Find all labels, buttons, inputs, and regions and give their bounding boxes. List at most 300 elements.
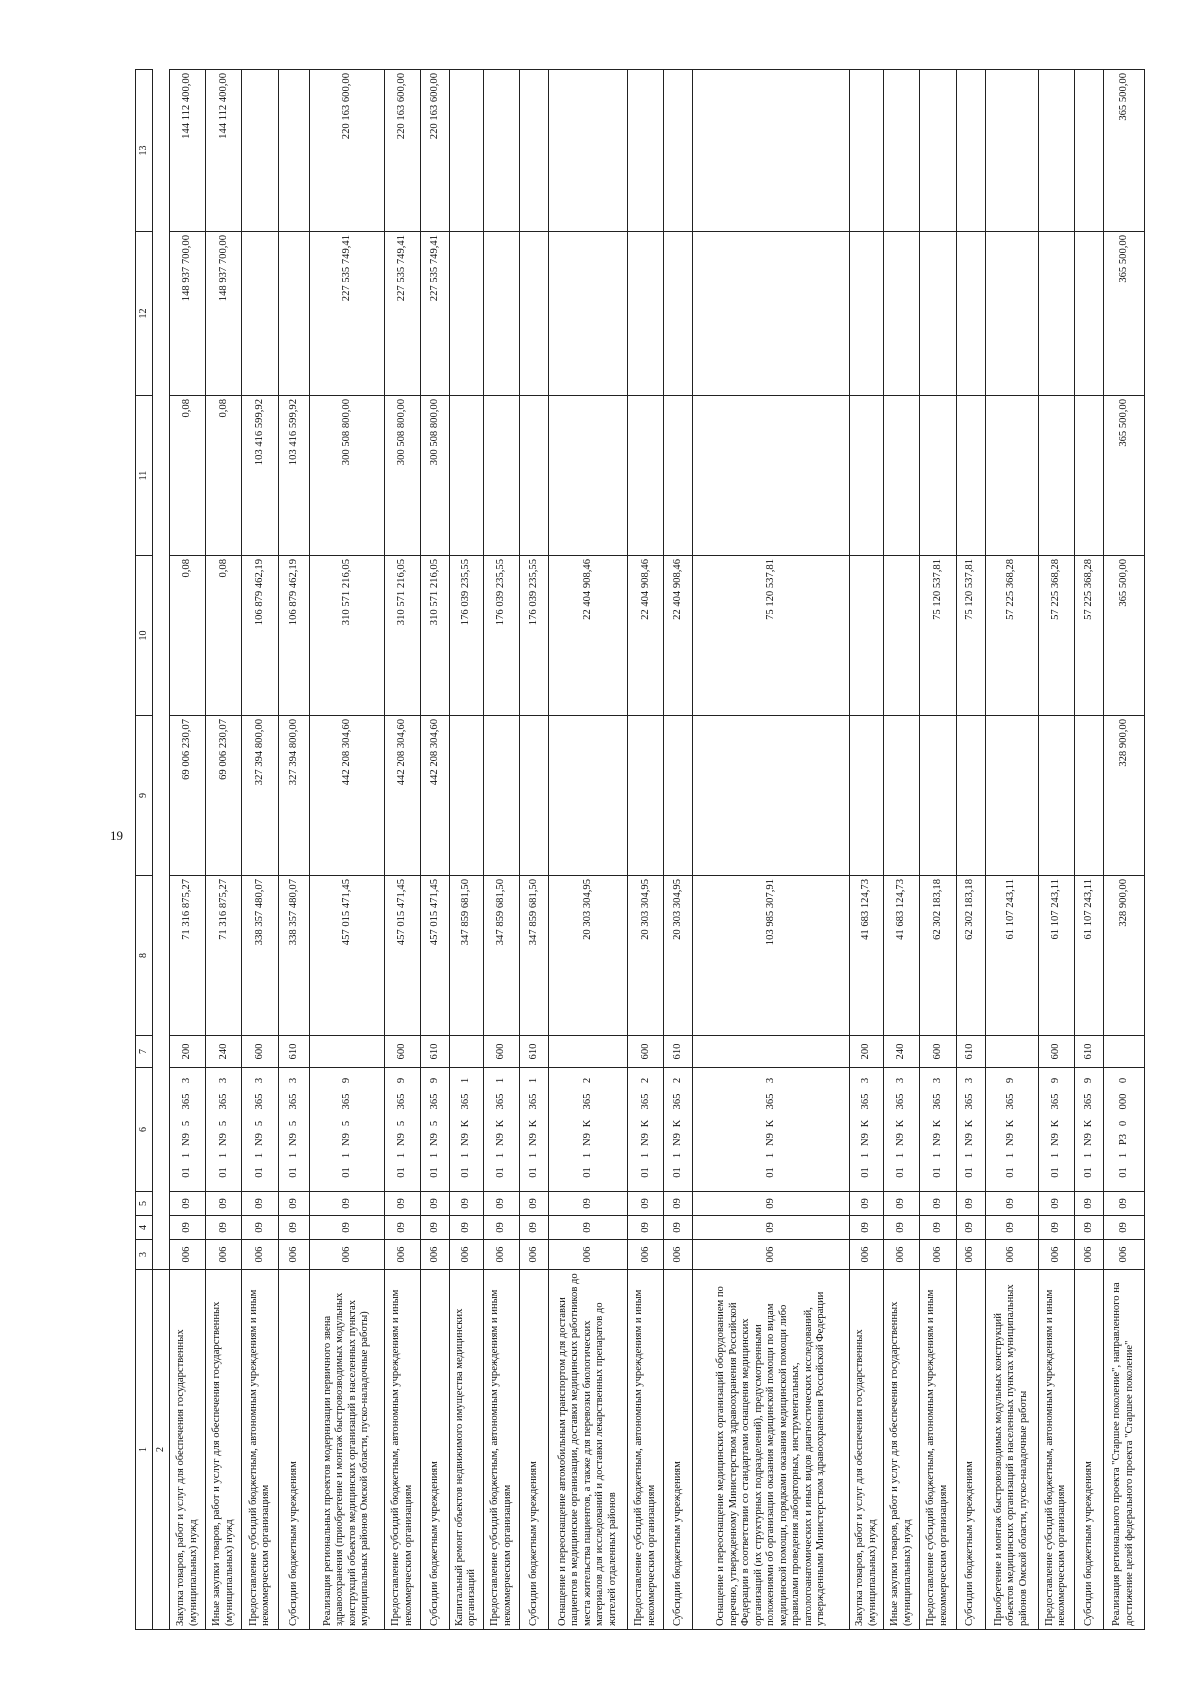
row-amount-10: 75 120 537,81 — [956, 556, 985, 716]
row-expense-type: 610 — [278, 1036, 309, 1068]
row-amount-12 — [920, 232, 956, 396]
target-article-part: 365 — [672, 1093, 684, 1110]
row-expense-type: 610 — [421, 1036, 450, 1068]
row-amount-10: 176 039 235,55 — [450, 556, 484, 716]
row-description: Субсидии бюджетным учреждениям — [1074, 1270, 1103, 1630]
budget-table — [135, 69, 1145, 1630]
row-amount-9 — [693, 716, 850, 876]
table-row — [1074, 70, 1103, 1630]
target-article-part: N9 — [639, 1133, 651, 1146]
row-amount-8: 347 859 681,50 — [520, 876, 549, 1036]
target-article-part: 9 — [340, 1077, 352, 1084]
row-admin-code: 006 — [421, 1240, 450, 1270]
row-section-code: 09 — [956, 1216, 985, 1240]
col-header-6: 6 — [136, 1068, 153, 1192]
col-header-4: 4 — [136, 1216, 153, 1240]
row-amount-12 — [956, 232, 985, 396]
target-article-part: 1 — [428, 1152, 440, 1159]
row-target-article — [278, 1068, 309, 1192]
target-article-part: 365 — [1082, 1093, 1094, 1110]
row-admin-code: 006 — [884, 1240, 920, 1270]
row-amount-8: 20 303 304,95 — [664, 876, 693, 1036]
row-subsection-code: 09 — [956, 1192, 985, 1216]
target-article-part: 5 — [428, 1120, 440, 1127]
table-row — [549, 70, 628, 1630]
row-section-code: 09 — [850, 1216, 884, 1240]
row-section-code: 09 — [985, 1216, 1038, 1240]
row-amount-9 — [1038, 716, 1074, 876]
row-amount-13 — [1038, 70, 1074, 232]
target-article-part: 365 — [895, 1093, 907, 1110]
target-article-part: 1 — [931, 1152, 943, 1159]
table-body — [170, 70, 1145, 1630]
row-amount-11 — [1038, 396, 1074, 556]
row-amount-9: 69 006 230,07 — [170, 716, 206, 876]
row-amount-10: 310 571 216,05 — [421, 556, 450, 716]
row-target-article — [206, 1068, 242, 1192]
row-description: Предоставление субсидий бюджетным, автономным учреждениям и иным некоммерческим организациям — [242, 1270, 278, 1630]
col-header-2: 2 — [153, 1270, 170, 1630]
target-article-part: N9 — [1005, 1133, 1017, 1146]
row-subsection-code: 09 — [884, 1192, 920, 1216]
row-admin-code: 006 — [278, 1240, 309, 1270]
row-expense-type — [310, 1036, 385, 1068]
row-amount-10: 176 039 235,55 — [483, 556, 519, 716]
row-amount-8: 61 107 243,11 — [1038, 876, 1074, 1036]
row-expense-type — [693, 1036, 850, 1068]
row-amount-11 — [920, 396, 956, 556]
row-amount-9 — [884, 716, 920, 876]
row-amount-9: 328 900,00 — [1103, 716, 1144, 876]
row-target-article — [483, 1068, 519, 1192]
row-admin-code: 006 — [206, 1240, 242, 1270]
row-expense-type — [450, 1036, 484, 1068]
target-article-part: K — [581, 1119, 593, 1128]
target-article-part: 2 — [639, 1077, 651, 1084]
page-number: 19 — [110, 828, 123, 843]
target-article-part: 5 — [287, 1120, 299, 1127]
row-description: Предоставление субсидий бюджетным, автономным учреждениям и иным некоммерческим организациям — [920, 1270, 956, 1630]
row-subsection-code: 09 — [1074, 1192, 1103, 1216]
row-amount-10: 0,08 — [170, 556, 206, 716]
target-article-part: P3 — [1117, 1133, 1129, 1146]
row-section-code: 09 — [170, 1216, 206, 1240]
row-target-article — [628, 1068, 664, 1192]
target-article-part: 3 — [895, 1077, 907, 1084]
col-header-12: 12 — [136, 232, 153, 396]
target-article-part: 01 — [1005, 1167, 1017, 1178]
row-amount-10: 57 225 368,28 — [985, 556, 1038, 716]
row-subsection-code: 09 — [693, 1192, 850, 1216]
row-amount-13 — [956, 70, 985, 232]
row-description: Оснащение и переоснащение автомобильным транспортом для доставки пациентов в медицинские организации, доставки медицинских работников до места жительства пациентов, а также для перевозки биологических материалов для исследований и доставки лекарственных препаратов до жителей отдаленных районов — [549, 1270, 628, 1630]
row-amount-13 — [693, 70, 850, 232]
target-article-part: 01 — [527, 1167, 539, 1178]
row-expense-type: 600 — [483, 1036, 519, 1068]
target-article-part: K — [527, 1119, 539, 1128]
row-amount-10: 365 500,00 — [1103, 556, 1144, 716]
row-amount-8: 41 683 124,73 — [850, 876, 884, 1036]
target-article-part: 1 — [1117, 1152, 1129, 1159]
row-amount-13: 220 163 600,00 — [384, 70, 420, 232]
target-article-part: N9 — [964, 1133, 976, 1146]
row-amount-8: 20 303 304,95 — [628, 876, 664, 1036]
row-subsection-code: 09 — [920, 1192, 956, 1216]
row-target-article — [1038, 1068, 1074, 1192]
target-article-part: 365 — [639, 1093, 651, 1110]
target-article-part: 365 — [860, 1093, 872, 1110]
row-amount-12 — [1038, 232, 1074, 396]
table-row — [278, 70, 309, 1630]
target-article-part: 1 — [895, 1152, 907, 1159]
row-amount-12 — [664, 232, 693, 396]
row-amount-11 — [664, 396, 693, 556]
header-spacer — [153, 70, 170, 1270]
row-subsection-code: 09 — [310, 1192, 385, 1216]
table-row — [693, 70, 850, 1630]
row-amount-12 — [242, 232, 278, 396]
target-article-part: K — [460, 1119, 472, 1128]
row-admin-code: 006 — [242, 1240, 278, 1270]
table-row — [985, 70, 1038, 1630]
target-article-part: 01 — [581, 1167, 593, 1178]
target-article-part: N9 — [1049, 1133, 1061, 1146]
row-expense-type: 600 — [920, 1036, 956, 1068]
row-admin-code: 006 — [985, 1240, 1038, 1270]
target-article-part: 3 — [217, 1077, 229, 1084]
row-admin-code: 006 — [520, 1240, 549, 1270]
row-admin-code: 006 — [1038, 1240, 1074, 1270]
target-article-part: 1 — [581, 1152, 593, 1159]
row-expense-type: 610 — [520, 1036, 549, 1068]
row-amount-9 — [956, 716, 985, 876]
row-amount-13 — [884, 70, 920, 232]
row-amount-12 — [850, 232, 884, 396]
row-description: Приобретение и монтаж быстровозводимых модульных конструкций объектов медицинских организаций в населенных пунктах муниципальных районов Омской области, пуско-наладочные работы — [985, 1270, 1038, 1630]
row-section-code: 09 — [884, 1216, 920, 1240]
row-section-code: 09 — [206, 1216, 242, 1240]
row-amount-8: 62 302 183,18 — [956, 876, 985, 1036]
table-row — [850, 70, 884, 1630]
row-amount-11 — [628, 396, 664, 556]
row-amount-8: 71 316 875,27 — [170, 876, 206, 1036]
row-amount-9: 442 208 304,60 — [384, 716, 420, 876]
row-target-article — [170, 1068, 206, 1192]
row-amount-9: 69 006 230,07 — [206, 716, 242, 876]
row-section-code: 09 — [920, 1216, 956, 1240]
column-number-row-2 — [153, 70, 170, 1630]
row-target-article — [884, 1068, 920, 1192]
row-amount-8: 328 900,00 — [1103, 876, 1144, 1036]
row-amount-11: 0,08 — [170, 396, 206, 556]
row-amount-11: 365 500,00 — [1103, 396, 1144, 556]
row-section-code: 09 — [664, 1216, 693, 1240]
col-header-13: 13 — [136, 70, 153, 232]
row-amount-13: 220 163 600,00 — [310, 70, 385, 232]
table-row — [384, 70, 420, 1630]
row-admin-code: 006 — [628, 1240, 664, 1270]
row-expense-type: 200 — [850, 1036, 884, 1068]
target-article-part: 3 — [931, 1077, 943, 1084]
row-amount-8: 41 683 124,73 — [884, 876, 920, 1036]
row-amount-12: 148 937 700,00 — [170, 232, 206, 396]
target-article-part: 01 — [340, 1167, 352, 1178]
row-amount-13 — [664, 70, 693, 232]
target-article-part: 1 — [672, 1152, 684, 1159]
row-amount-12 — [1074, 232, 1103, 396]
row-target-article — [693, 1068, 850, 1192]
target-article-part: 1 — [639, 1152, 651, 1159]
target-article-part: 000 — [1117, 1093, 1129, 1110]
target-article-part: N9 — [1082, 1133, 1094, 1146]
target-article-part: K — [765, 1119, 777, 1128]
target-article-part: N9 — [495, 1133, 507, 1146]
row-amount-13 — [1074, 70, 1103, 232]
row-amount-10 — [850, 556, 884, 716]
target-article-part: 365 — [428, 1093, 440, 1110]
row-amount-11 — [850, 396, 884, 556]
row-expense-type: 240 — [206, 1036, 242, 1068]
target-article-part: 365 — [581, 1093, 593, 1110]
col-header-11: 11 — [136, 396, 153, 556]
row-expense-type: 600 — [242, 1036, 278, 1068]
row-amount-12 — [450, 232, 484, 396]
row-target-article — [549, 1068, 628, 1192]
target-article-part: 01 — [1117, 1167, 1129, 1178]
table-row — [421, 70, 450, 1630]
table-row — [170, 70, 206, 1630]
target-article-part: 1 — [1005, 1152, 1017, 1159]
row-description: Предоставление субсидий бюджетным, автономным учреждениям и иным некоммерческим организациям — [628, 1270, 664, 1630]
target-article-part: 1 — [495, 1077, 507, 1084]
target-article-part: K — [1049, 1119, 1061, 1128]
row-subsection-code: 09 — [421, 1192, 450, 1216]
row-amount-9 — [850, 716, 884, 876]
target-article-part: K — [1005, 1119, 1017, 1128]
row-subsection-code: 09 — [206, 1192, 242, 1216]
row-amount-8: 61 107 243,11 — [985, 876, 1038, 1036]
row-expense-type: 600 — [1038, 1036, 1074, 1068]
row-amount-12: 365 500,00 — [1103, 232, 1144, 396]
row-amount-9: 442 208 304,60 — [310, 716, 385, 876]
row-amount-10: 22 404 908,46 — [549, 556, 628, 716]
col-header-7: 7 — [136, 1036, 153, 1068]
row-amount-9 — [520, 716, 549, 876]
target-article-part: 3 — [765, 1077, 777, 1084]
row-description: Субсидии бюджетным учреждениям — [520, 1270, 549, 1630]
row-description: Иные закупки товаров, работ и услуг для обеспечения государственных (муниципальных) нужд — [884, 1270, 920, 1630]
target-article-part: N9 — [527, 1133, 539, 1146]
target-article-part: 365 — [1049, 1093, 1061, 1110]
row-section-code: 09 — [384, 1216, 420, 1240]
row-amount-9 — [549, 716, 628, 876]
target-article-part: 365 — [964, 1093, 976, 1110]
target-article-part: 1 — [460, 1152, 472, 1159]
row-amount-9: 327 394 800,00 — [242, 716, 278, 876]
row-description: Предоставление субсидий бюджетным, автономным учреждениям и иным некоммерческим организациям — [1038, 1270, 1074, 1630]
row-amount-8: 20 303 304,95 — [549, 876, 628, 1036]
row-amount-12: 227 535 749,41 — [421, 232, 450, 396]
row-amount-8: 61 107 243,11 — [1074, 876, 1103, 1036]
row-section-code: 09 — [628, 1216, 664, 1240]
row-amount-9: 327 394 800,00 — [278, 716, 309, 876]
target-article-part: 3 — [181, 1077, 193, 1084]
row-description: Субсидии бюджетным учреждениям — [421, 1270, 450, 1630]
row-amount-13 — [850, 70, 884, 232]
target-article-part: 1 — [765, 1152, 777, 1159]
row-amount-13 — [985, 70, 1038, 232]
row-section-code: 09 — [520, 1216, 549, 1240]
row-amount-12 — [549, 232, 628, 396]
row-expense-type — [985, 1036, 1038, 1068]
row-target-article — [1074, 1068, 1103, 1192]
target-article-part: 5 — [253, 1120, 265, 1127]
target-article-part: 5 — [340, 1120, 352, 1127]
row-amount-13: 144 112 400,00 — [206, 70, 242, 232]
row-expense-type: 610 — [1074, 1036, 1103, 1068]
row-description: Предоставление субсидий бюджетным, автономным учреждениям и иным некоммерческим организациям — [483, 1270, 519, 1630]
target-article-part: 1 — [495, 1152, 507, 1159]
target-article-part: 01 — [931, 1167, 943, 1178]
row-target-article — [384, 1068, 420, 1192]
row-amount-10 — [884, 556, 920, 716]
row-expense-type: 600 — [628, 1036, 664, 1068]
row-expense-type — [549, 1036, 628, 1068]
table-row — [310, 70, 385, 1630]
target-article-part: N9 — [581, 1133, 593, 1146]
row-amount-10: 75 120 537,81 — [693, 556, 850, 716]
row-amount-10: 75 120 537,81 — [920, 556, 956, 716]
row-amount-8: 338 357 480,07 — [278, 876, 309, 1036]
row-expense-type: 600 — [384, 1036, 420, 1068]
row-amount-10: 310 571 216,05 — [384, 556, 420, 716]
target-article-part: 1 — [1082, 1152, 1094, 1159]
row-expense-type: 240 — [884, 1036, 920, 1068]
target-article-part: N9 — [672, 1133, 684, 1146]
row-description: Субсидии бюджетным учреждениям — [278, 1270, 309, 1630]
row-admin-code: 006 — [1074, 1240, 1103, 1270]
row-subsection-code: 09 — [242, 1192, 278, 1216]
row-amount-9 — [450, 716, 484, 876]
row-subsection-code: 09 — [520, 1192, 549, 1216]
row-amount-12 — [520, 232, 549, 396]
row-section-code: 09 — [278, 1216, 309, 1240]
row-section-code: 09 — [693, 1216, 850, 1240]
target-article-part: 3 — [253, 1077, 265, 1084]
row-amount-9: 442 208 304,60 — [421, 716, 450, 876]
target-article-part: 01 — [860, 1167, 872, 1178]
row-amount-8: 62 302 183,18 — [920, 876, 956, 1036]
row-amount-11: 103 416 599,92 — [278, 396, 309, 556]
target-article-part: N9 — [253, 1133, 265, 1146]
row-admin-code: 006 — [384, 1240, 420, 1270]
row-subsection-code: 09 — [850, 1192, 884, 1216]
row-admin-code: 006 — [483, 1240, 519, 1270]
target-article-part: K — [964, 1119, 976, 1128]
target-article-part: 1 — [340, 1152, 352, 1159]
target-article-part: 365 — [931, 1093, 943, 1110]
row-amount-12 — [985, 232, 1038, 396]
row-amount-12: 227 535 749,41 — [310, 232, 385, 396]
col-header-3: 3 — [136, 1240, 153, 1270]
target-article-part: 9 — [1005, 1077, 1017, 1084]
target-article-part: 1 — [527, 1077, 539, 1084]
row-amount-11 — [549, 396, 628, 556]
target-article-part: 1 — [253, 1152, 265, 1159]
row-amount-11 — [450, 396, 484, 556]
row-amount-10: 310 571 216,05 — [310, 556, 385, 716]
target-article-part: 5 — [396, 1120, 408, 1127]
row-amount-8: 103 985 307,91 — [693, 876, 850, 1036]
budget-table-page — [135, 70, 1145, 1630]
col-header-9: 9 — [136, 716, 153, 876]
row-section-code: 09 — [1074, 1216, 1103, 1240]
target-article-part: N9 — [396, 1133, 408, 1146]
target-article-part: 01 — [181, 1167, 193, 1178]
row-amount-12 — [278, 232, 309, 396]
target-article-part: N9 — [895, 1133, 907, 1146]
row-amount-10: 57 225 368,28 — [1038, 556, 1074, 716]
row-admin-code: 006 — [956, 1240, 985, 1270]
row-section-code: 09 — [421, 1216, 450, 1240]
row-section-code: 09 — [483, 1216, 519, 1240]
target-article-part: 3 — [860, 1077, 872, 1084]
target-article-part: K — [1082, 1119, 1094, 1128]
target-article-part: K — [672, 1119, 684, 1128]
table-row — [956, 70, 985, 1630]
row-subsection-code: 09 — [384, 1192, 420, 1216]
row-amount-8: 71 316 875,27 — [206, 876, 242, 1036]
row-amount-8: 457 015 471,45 — [421, 876, 450, 1036]
row-amount-9 — [1074, 716, 1103, 876]
row-amount-11 — [956, 396, 985, 556]
row-admin-code: 006 — [664, 1240, 693, 1270]
target-article-part: 9 — [428, 1077, 440, 1084]
table-row — [1103, 70, 1144, 1630]
row-subsection-code: 09 — [1103, 1192, 1144, 1216]
row-amount-12 — [483, 232, 519, 396]
table-row — [206, 70, 242, 1630]
row-description: Предоставление субсидий бюджетным, автономным учреждениям и иным некоммерческим организациям — [384, 1270, 420, 1630]
row-amount-11 — [1074, 396, 1103, 556]
col-header-8: 8 — [136, 876, 153, 1036]
row-amount-13 — [920, 70, 956, 232]
target-article-part: N9 — [931, 1133, 943, 1146]
row-amount-8: 347 859 681,50 — [450, 876, 484, 1036]
table-row — [664, 70, 693, 1630]
row-target-article — [985, 1068, 1038, 1192]
row-amount-8: 347 859 681,50 — [483, 876, 519, 1036]
target-article-part: K — [931, 1119, 943, 1128]
row-amount-11 — [884, 396, 920, 556]
target-article-part: 1 — [860, 1152, 872, 1159]
target-article-part: K — [860, 1119, 872, 1128]
row-description: Субсидии бюджетным учреждениям — [956, 1270, 985, 1630]
table-row — [884, 70, 920, 1630]
row-description: Реализация региональных проектов модернизации первичного звена здравоохранения (приобретение и монтаж быстровозводимых модульных конструкций объектов медицинских организаций в населенных пунктах муниципальных районов Омской области, пуско-наладочные работы) — [310, 1270, 385, 1630]
row-expense-type: 200 — [170, 1036, 206, 1068]
row-admin-code: 006 — [693, 1240, 850, 1270]
row-amount-10: 176 039 235,55 — [520, 556, 549, 716]
row-amount-11: 300 508 800,00 — [421, 396, 450, 556]
target-article-part: 01 — [895, 1167, 907, 1178]
row-target-article — [310, 1068, 385, 1192]
table-row — [628, 70, 664, 1630]
row-admin-code: 006 — [450, 1240, 484, 1270]
target-article-part: 365 — [287, 1093, 299, 1110]
row-description: Капитальный ремонт объектов недвижимого имущества медицинских организаций — [450, 1270, 484, 1630]
row-description: Закупка товаров, работ и услуг для обеспечения государственных (муниципальных) нужд — [850, 1270, 884, 1630]
